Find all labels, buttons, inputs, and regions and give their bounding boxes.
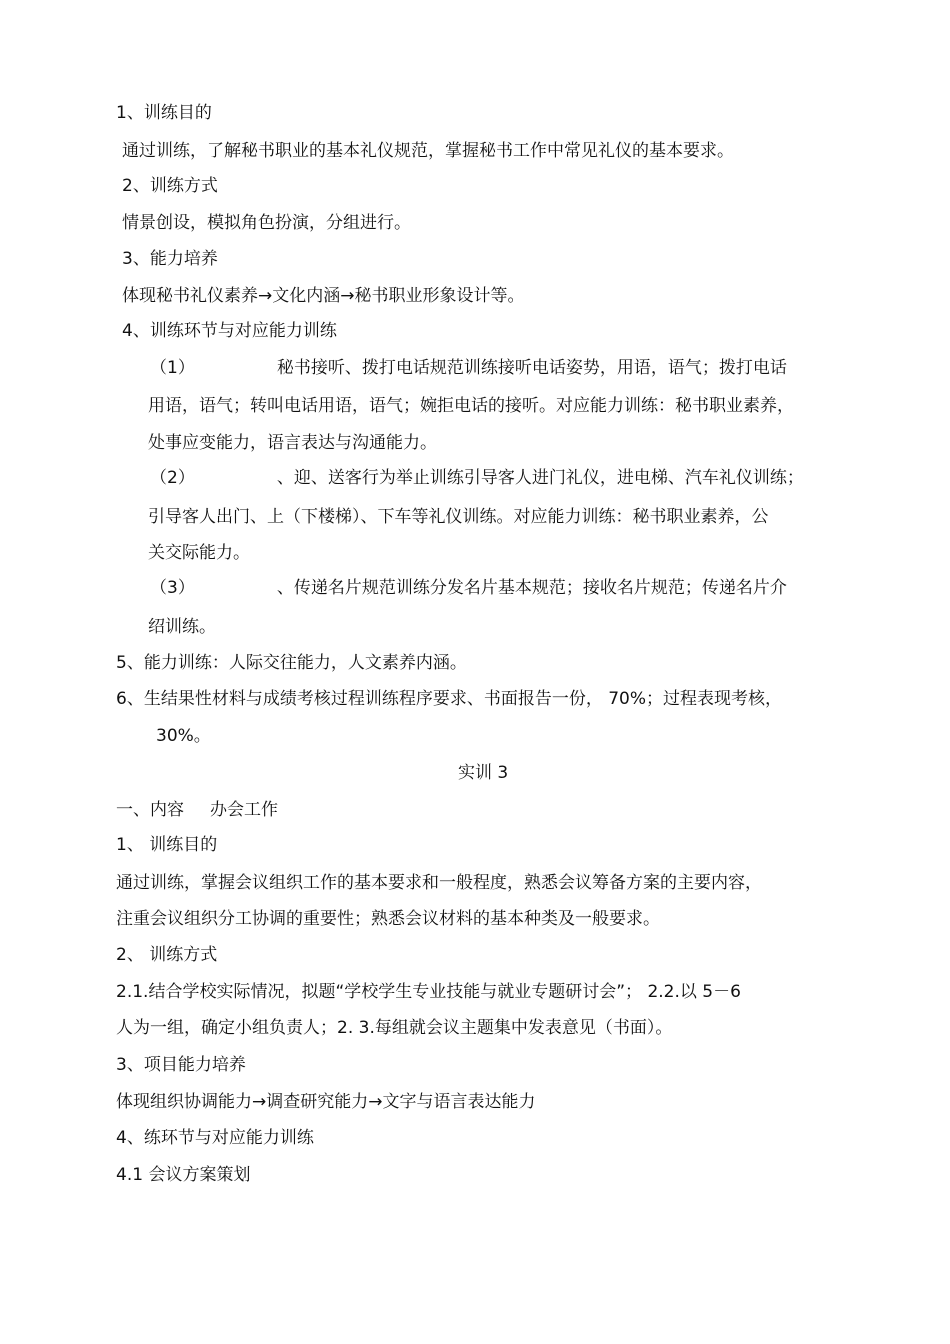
heading-training-method: 2、训练方式 (122, 176, 218, 196)
paragraph-assessment: 6、生结果性材料与成绩考核过程训练程序要求、书面报告一份， 70%；过程表现考核， (116, 689, 783, 709)
content-label: 一、内容 (116, 800, 184, 820)
heading-training-steps: 4、训练环节与对应能力训练 (122, 321, 337, 341)
list-item-2-line-2: 引导客人出门、上（下楼梯）、下车等礼仪训练。对应能力训练：秘书职业素养，公 (148, 507, 769, 527)
paragraph-purpose: 通过训练，了解秘书职业的基本礼仪规范，掌握秘书工作中常见礼仪的基本要求。 (122, 141, 734, 161)
paragraph-ability: 体现秘书礼仪素养→文化内涵→秘书职业形象设计等。 (122, 286, 525, 306)
paragraph-method: 情景创设，模拟角色扮演，分组进行。 (122, 213, 411, 233)
section-title: 实训 3 (458, 763, 509, 783)
list-item-3-first-line (150, 577, 787, 599)
list-item-number: （2） (150, 468, 195, 488)
paragraph-method-2b: 人为一组，确定小组负责人；2. 3.每组就会议主题集中发表意见（书面）。 (116, 1018, 673, 1038)
heading-meeting-plan: 4.1 会议方案策划 (116, 1165, 251, 1185)
list-item-1-line-3: 处事应变能力，语言表达与沟通能力。 (148, 433, 437, 453)
paragraph-assessment-cont: 30%。 (156, 726, 211, 746)
heading-training-purpose: 1、训练目的 (116, 103, 212, 123)
heading-training-purpose-2: 1、 训练目的 (116, 835, 218, 855)
list-item-2-first-line (150, 467, 804, 489)
list-item-number: （1） (150, 358, 195, 378)
heading-training-method-2: 2、 训练方式 (116, 945, 218, 965)
paragraph-method-2a: 2.1.结合学校实际情况，拟题“学校学生专业技能与就业专题研讨会”； 2.2.以 5－6 (116, 982, 741, 1002)
paragraph-purpose-2a: 通过训练，掌握会议组织工作的基本要求和一般程度，熟悉会议筹备方案的主要内容， (116, 873, 762, 893)
heading-ability: 3、能力培养 (122, 249, 218, 269)
list-item-number: （3） (150, 578, 195, 598)
list-item-2-line-3: 关交际能力。 (148, 543, 250, 563)
list-item-text: 、传递名片规范训练分发名片基本规范；接收名片规范；传递名片介 (276, 578, 787, 598)
list-item-3-line-2: 绍训练。 (148, 617, 216, 637)
content-value: 办会工作 (210, 800, 278, 820)
list-item-text: 、迎、送客行为举止训练引导客人进门礼仪，进电梯、汽车礼仪训练； (276, 468, 804, 488)
content-line (116, 799, 278, 821)
list-item-text: 秘书接听、拨打电话规范训练接听电话姿势，用语，语气；拨打电话 (276, 358, 787, 378)
paragraph-ability-training: 5、能力训练：人际交往能力，人文素养内涵。 (116, 653, 467, 673)
list-item-1-line-2: 用语，语气；转叫电话用语，语气；婉拒电话的接听。对应能力训练：秘书职业素养， (148, 396, 794, 416)
paragraph-project-ability: 体现组织协调能力→调查研究能力→文字与语言表达能力 (116, 1092, 536, 1112)
heading-training-steps-2: 4、练环节与对应能力训练 (116, 1128, 314, 1148)
paragraph-purpose-2b: 注重会议组织分工协调的重要性；熟悉会议材料的基本种类及一般要求。 (116, 909, 660, 929)
list-item-1-first-line (150, 357, 787, 379)
heading-project-ability: 3、项目能力培养 (116, 1055, 246, 1075)
